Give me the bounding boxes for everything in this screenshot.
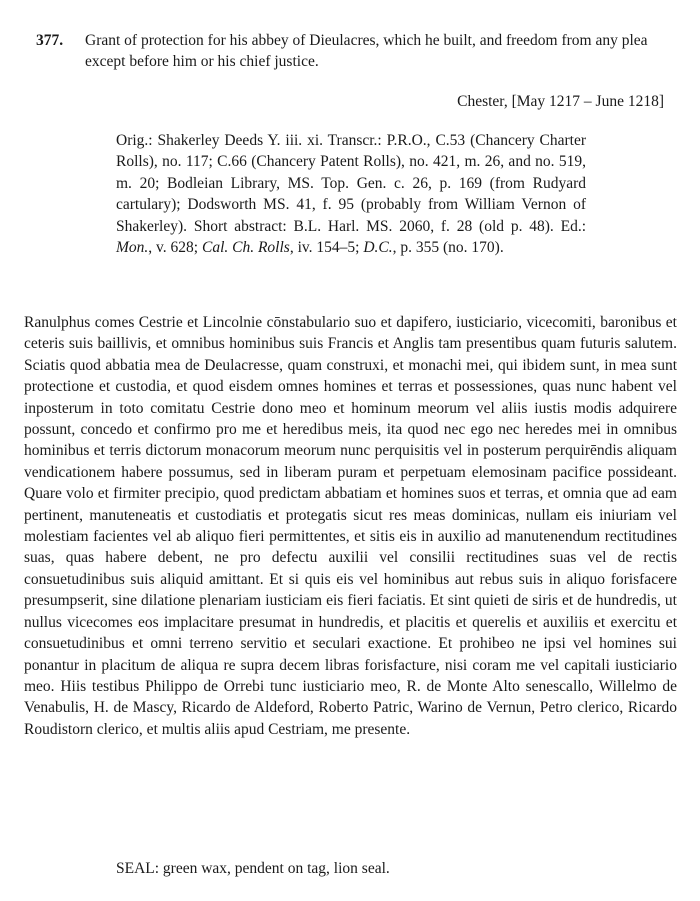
edition-dc: D.C. bbox=[363, 239, 393, 257]
charter-text: Ranulphus comes Cestrie et Lincolnie cōnstabulario suo et dapifero, iusticiario, vicecomiti, baronibus et ceteris suis baillivis, et omnibus hominibus suis Francis et Anglis tam presentibus quam futuris salutem. Sciatis quod abbatia mea de Deulacresse, quam construxi, et monachi mei, qui ibidem sunt, in mea sunt protectione et custodia, et quod eisdem omnes homines et terras et possessiones, quas nunc habent vel inposterum in toto comitatu Cestrie dono meo et hominum meorum vel aliis iustis modis adquirere possunt, concedo et confirmo pro me et heredibus meis, ita quod nec ego nec heredes mei in omnibus hominibus et terris dictorum monacorum meorum nunc perquisitis vel in posterum perquirēndis aliquam vendicationem habere possumus, sed in liberam puram et perpetuam elemosinam pacifice possideant. Quare volo et firmiter precipio, quod predictam abbatiam et homines suos et terras, et omnia que ad eam pertinent, manuteneatis et custodiatis et protegatis sicut res meas dominicas, nullam eis iniuriam vel molestiam facientes vel ab aliquo fieri permittentes, et sitis eis in auxilio ad manutenendum rectitudines suas, quas habere debent, ne pro defectu auxilii vel consilii rectitudines suas vel de rectis consuetudinibus suis aliquid amittant. Et si quis eis vel hominibus aut rebus suis in aliquo forisfacere presumpserit, sine dilatione plenariam iusticiam eis fieri faciatis. Et sint quieti de siris et de hundredis, ut nullus vicecomes eos implacitare presumat in hundredis, et placitis et querelis et auxiliis et exercitu et consuetudinibus et omni terreno servitio et seculari exactione. Et prohibeo ne ipsi vel homines sui ponantur in placitum de aliqua re supra decem libras forisfacture, nisi coram me vel capitali iusticiario meo. Hiis testibus Philippo de Orrebi tunc iusticiario meo, R. de Monte Alto senescallo, Willelmo de Venabulis, H. de Mascy, Ricardo de Aldeford, Roberto Patric, Warino de Vernun, Petro clerico, Ricardo Roudistorn clerico, et multis aliis apud Cestriam, me presente. bbox=[24, 314, 677, 738]
sources-text-2: , v. 628; bbox=[148, 239, 202, 257]
edition-monasticon: Mon. bbox=[116, 239, 149, 257]
sources-text-4: , p. 355 (no. 170). bbox=[392, 239, 504, 257]
entry-heading bbox=[36, 30, 676, 72]
sources-paragraph bbox=[116, 130, 586, 258]
entry-date: [May 1217 – June 1218] bbox=[511, 93, 664, 110]
seal-description: SEAL: green wax, pendent on tag, lion seal. bbox=[116, 860, 390, 877]
entry-title: Grant of protection for his abbey of Dieulacres, which he built, and freedom from any plea except before him or his chief justice. bbox=[85, 32, 648, 70]
place-date-line bbox=[457, 91, 664, 112]
entry-place: Chester, bbox=[457, 93, 508, 110]
sources-text-1: Orig.: Shakerley Deeds Y. iii. xi. Transcr.: P.R.O., C.53 (Chancery Charter Rolls), no. 117; C.66 (Chancery Patent Rolls), no. 421, m. 26, and no. 519, m. 20; Bodleian Library, MS. Top. Gen. c. 26, p. 169 (from Rudyard cartulary); Dodsworth MS. 41, f. 95 (probably from William Vernon of Shakerley). Short abstract: B.L. Harl. MS. 2060, f. 28 (old p. 48). Ed.: bbox=[116, 132, 586, 235]
edition-cal-ch-rolls: Cal. Ch. Rolls bbox=[201, 239, 290, 257]
sources-text-3: , iv. 154–5; bbox=[289, 239, 364, 257]
entry-number: 377. bbox=[36, 32, 64, 49]
